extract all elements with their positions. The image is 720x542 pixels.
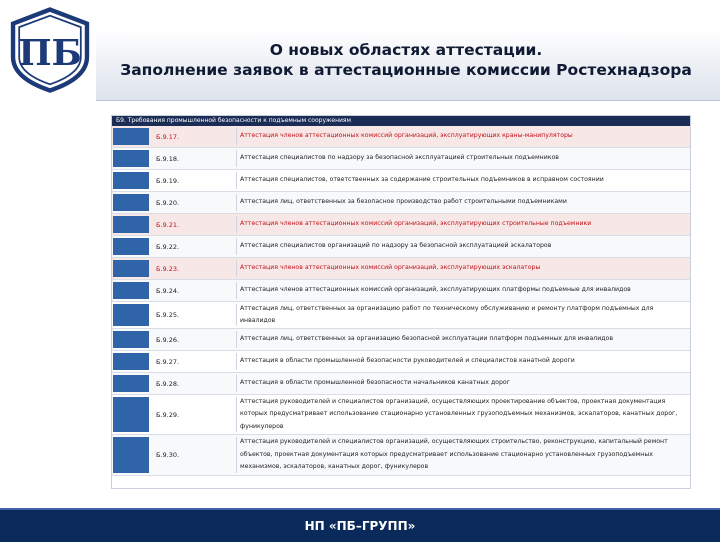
row-description: Аттестация в области промышленной безопасности начальников канатных дорог [240,379,510,387]
column-divider [236,397,237,432]
row-marker [113,128,149,145]
row-marker [113,282,149,299]
row-marker [113,331,149,348]
row-code: Б.9.29. [156,410,180,419]
table-heading: Б9. Требования промышленной безопасности к подъемным сооружениям [112,116,690,126]
table-row [112,214,690,236]
row-description: Аттестация лиц, ответственных за безопасное производство работ строительными подъемниками [240,198,567,206]
column-divider [236,128,237,145]
table-row [112,258,690,280]
column-divider [236,172,237,189]
row-marker [113,194,149,211]
table-row [112,373,690,395]
table-row [112,329,690,351]
row-description: Аттестация членов аттестационных комиссий организаций, эксплуатирующих платформы подъемные для инвалидов [240,286,631,294]
row-marker [113,353,149,370]
column-divider [236,353,237,370]
title-line-1: О новых областях аттестации. [269,41,543,59]
column-divider [236,260,237,277]
row-marker [113,397,149,432]
table-row [112,395,690,435]
row-marker [113,304,149,326]
column-divider [236,150,237,167]
table-row [112,148,690,170]
row-code: Б.9.24. [156,286,180,295]
column-divider [236,375,237,392]
row-code: Б.9.17. [156,132,180,141]
row-code: Б.9.25. [156,311,180,319]
logo-text: ПБ [18,32,82,74]
table-row [112,435,690,476]
row-marker [113,437,149,473]
title-line-2: Заполнение заявок в аттестационные комиссии Ростехнадзора [120,61,692,79]
row-description: Аттестация специалистов организаций по надзору за безопасной эксплуатацией эскалаторов [240,242,552,250]
table-row [112,302,690,329]
row-code: Б.9.21. [156,220,180,229]
row-marker [113,238,149,255]
pb-logo-icon [6,6,94,94]
row-description: Аттестация членов аттестационных комиссий организаций, эксплуатирующих строительные подъемники [240,220,592,228]
row-marker [113,172,149,189]
column-divider [236,194,237,211]
row-marker [113,216,149,233]
table-row [112,192,690,214]
attestation-table [111,115,691,489]
row-code: Б.9.18. [156,154,180,163]
row-description: Аттестация в области промышленной безопасности руководителей и специалистов канатной дороги [240,357,575,365]
row-description: Аттестация руководителей и специалистов организаций, осуществляющих проектирование объектов, проектная документация которых предусматривает использование стационарно установленных грузоподъемных механизмов, эскалаторов, канатных дорог, фуникулеров [240,397,678,430]
row-marker [113,260,149,277]
row-description: Аттестация руководителей и специалистов организаций, осуществляющих строительство, реконструкцию, капитальный ремонт объектов, проектная документация которых предусматривает использование стационарно установленных грузоподъемных механизмов, эскалаторов, канатных дорог, фуникулеров [240,438,668,471]
column-divider [236,437,237,473]
page-title [100,40,712,80]
row-description: Аттестация членов аттестационных комиссий организаций, эксплуатирующих эскалаторы [240,264,541,272]
footer [0,508,720,542]
row-description: Аттестация лиц, ответственных за организацию безопасной эксплуатации платформ подъемных для инвалидов [240,335,613,343]
row-code: Б.9.20. [156,198,180,207]
row-code: Б.9.30. [156,451,180,459]
header [0,0,720,102]
table-row [112,236,690,258]
row-description: Аттестация специалистов, ответственных за содержание строительных подъемников в исправном состоянии [240,176,604,184]
table-row [112,280,690,302]
table-row [112,351,690,373]
row-description: Аттестация специалистов по надзору за безопасной эксплуатацией строительных подъемников [240,154,559,162]
table-row [112,126,690,148]
column-divider [236,331,237,348]
row-marker [113,150,149,167]
column-divider [236,216,237,233]
column-divider [236,304,237,326]
row-marker [113,375,149,392]
row-code: Б.9.28. [156,379,180,388]
row-description: Аттестация лиц, ответственных за организацию работ по техническому обслуживанию и ремонту платформ подъемных для инвалидов [240,304,654,324]
row-code: Б.9.22. [156,242,180,251]
row-code: Б.9.26. [156,335,180,344]
footer-text: НП «ПБ–ГРУПП» [304,519,416,533]
row-code: Б.9.23. [156,264,180,273]
column-divider [236,282,237,299]
row-code: Б.9.27. [156,357,180,366]
column-divider [236,238,237,255]
row-description: Аттестация членов аттестационных комиссий организаций, эксплуатирующих краны-манипуляторы [240,132,573,140]
table-row [112,170,690,192]
row-code: Б.9.19. [156,176,180,185]
